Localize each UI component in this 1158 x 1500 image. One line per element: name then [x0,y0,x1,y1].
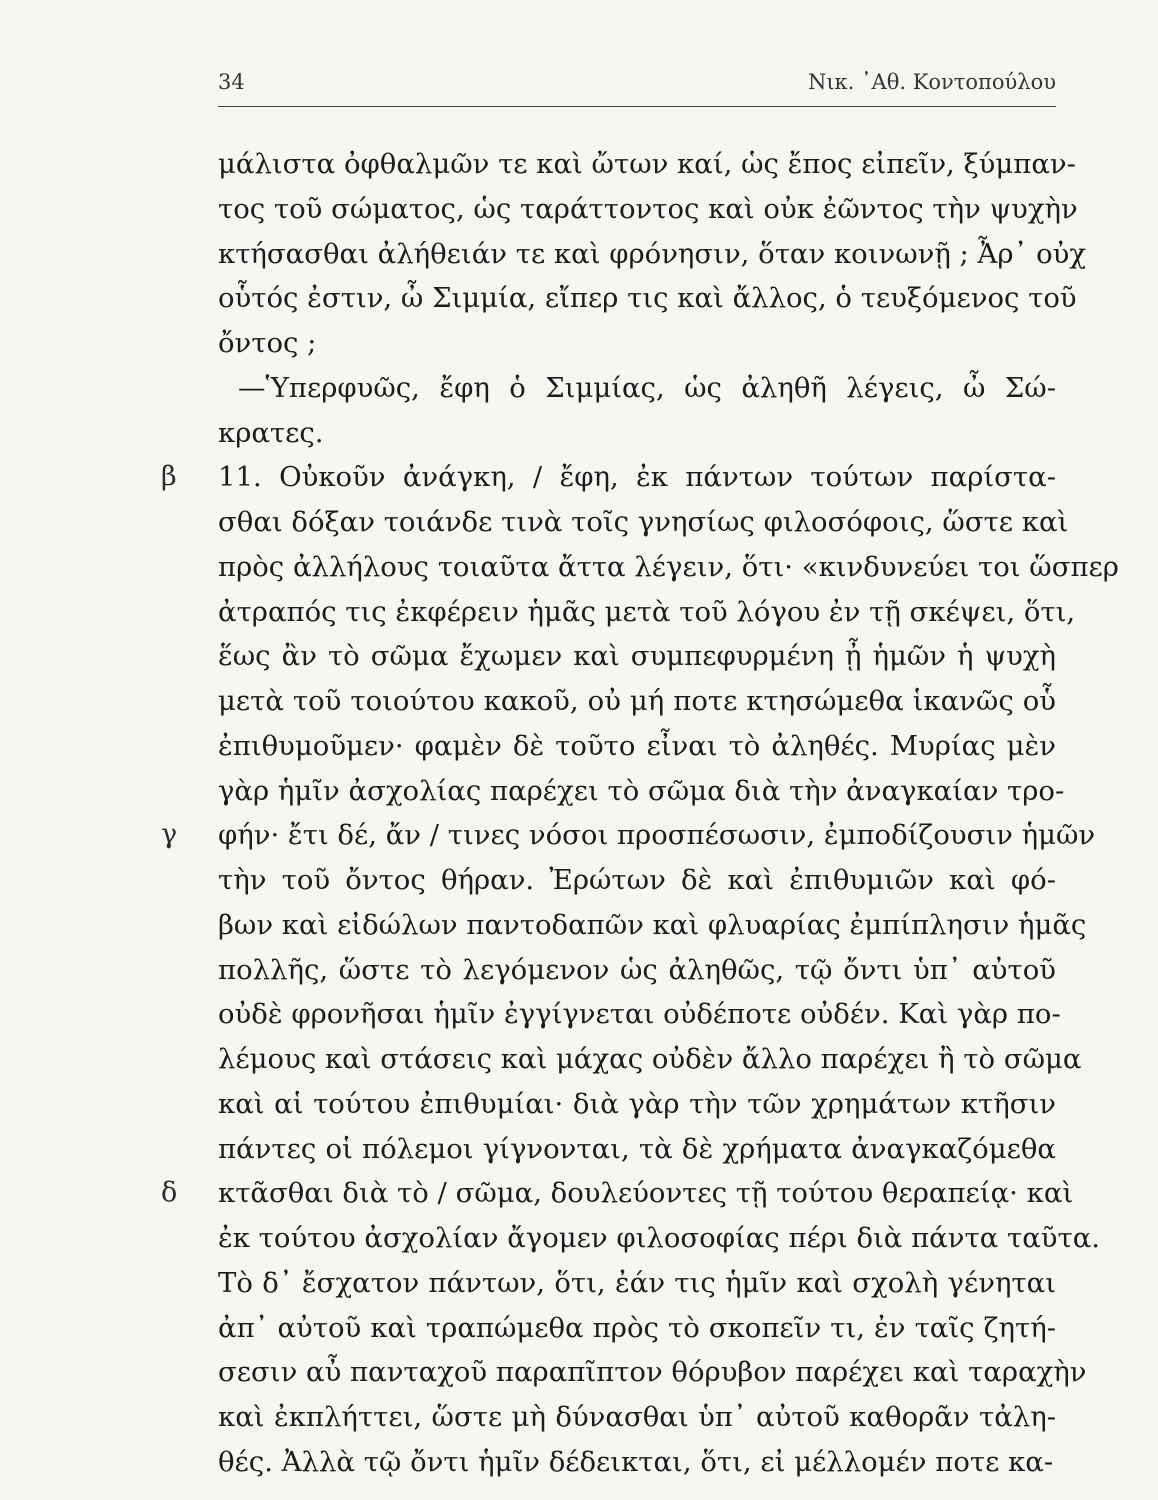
line-text: πολλῆς, ὥστε τὸ λεγόμενον ὡς ἀληθῶς, τῷ ὄντι ὑπ᾿ αὐτοῦ [218,953,1056,986]
stephanus-margin-letter: β [161,461,177,493]
text-line [218,769,1065,814]
stephanus-margin-letter: γ [161,819,178,851]
line-text: ἀπ᾿ αὐτοῦ καὶ τραπώμεθα πρὸς τὸ σκοπεῖν τι, ἐν ταῖς ζητή- [218,1311,1056,1344]
text-line [161,1171,1074,1216]
body-text [161,142,1119,1485]
line-text: σθαι δόξαν τοιάνδε τινὰ τοῖς γνησίως φιλοσόφοις, ὥστε καὶ [218,506,1069,538]
line-text: πάντες οἱ πόλεμοι γίγνονται, τὰ δὲ χρήματα ἀναγκαζόμεθα [218,1132,1056,1165]
text-line [218,858,1056,903]
line-text: ὄντος ; [218,327,317,359]
text-line [218,187,1078,232]
line-text: μάλιστα ὀφθαλμῶν τε καὶ ὤτων καί, ὡς ἔπος εἰπεῖν, ξύμπαν- [218,148,1076,180]
line-text: θές. Ἀλλὰ τῷ ὄντι ἡμῖν δέδεικται, ὅτι, εἰ μέλλομέν ποτε κα- [218,1445,1054,1478]
line-text: —Ὑπερφυῶς, ἔφη ὁ Σιμμίας, ὡς ἀληθῆ λέγεις, ὦ Σώ- [238,371,1056,404]
text-line [218,545,1119,590]
text-line [218,1082,1056,1127]
text-line [218,1350,1087,1395]
page-number: 34 [218,70,245,94]
text-line [218,276,1077,321]
text-line [218,1395,1056,1440]
text-line [218,948,1056,993]
line-text: οὐδὲ φρονῆσαι ἡμῖν ἐγγίγνεται οὐδέποτε οὐδέν. Καὶ γὰρ πο- [218,998,1061,1031]
text-line [218,411,1056,456]
line-text: κτήσασθαι ἀλήθειάν τε καὶ φρόνησιν, ὅταν κοινωνῇ ; Ἆρ᾿ οὐχ [218,237,1087,270]
text-line [218,142,1076,187]
line-text: ἐκ τούτου ἀσχολίαν ἄγομεν φιλοσοφίας πέρι διὰ πάντα ταῦτα. [218,1222,1101,1254]
line-text: τὴν τοῦ ὄντος θήραν. Ἐρώτων δὲ καὶ ἐπιθυμιῶν καὶ φό- [218,864,1056,896]
line-text: ἕως ἂν τὸ σῶμα ἔχωμεν καὶ συμπεφυρμένη ᾖ ἡμῶν ἡ ψυχὴ [218,640,1056,673]
line-text: κρατες. [218,416,324,449]
text-line [218,232,1087,277]
text-line [218,679,1056,724]
text-line [161,813,1096,858]
line-text: Τὸ δ᾿ ἔσχατον πάντων, ὅτι, ἐάν τις ἡμῖν καὶ σχολὴ γένηται [218,1266,1056,1299]
line-text: γὰρ ἡμῖν ἀσχολίας παρέχει τὸ σῶμα διὰ τὴν ἀναγκαίαν τρο- [218,774,1065,807]
text-line [218,366,1056,411]
line-text: 11. Οὐκοῦν ἀνάγκη, / ἔφη, ἐκ πάντων τούτων παρίστα- [218,461,1056,494]
line-text: καὶ ἐκπλήττει, ὥστε μὴ δύνασθαι ὑπ᾿ αὐτοῦ καθορᾶν τἀλη- [218,1401,1056,1433]
header-rule [218,106,1056,107]
text-line [218,903,1087,948]
line-text: οὗτός ἐστιν, ὦ Σιμμία, εἴπερ τις καὶ ἄλλος, ὁ τευξόμενος τοῦ [218,282,1077,315]
text-line [218,1261,1056,1306]
text-line [218,1306,1056,1351]
text-line [218,992,1061,1037]
line-text: πρὸς ἀλλήλους τοιαῦτα ἄττα λέγειν, ὅτι· «κινδυνεύει τοι ὥσπερ [218,550,1119,583]
running-head: Νικ. ᾿Αθ. Κοντοπούλου [807,70,1056,94]
text-line [218,724,1056,769]
line-text: καὶ αἱ τούτου ἐπιθυμίαι· διὰ γὰρ τὴν τῶν χρημάτων κτῆσιν [218,1087,1056,1120]
text-line [218,590,1076,635]
line-text: βων καὶ εἰδώλων παντοδαπῶν καὶ φλυαρίας ἐμπίπλησιν ἡμᾶς [218,908,1087,941]
text-line [218,1127,1056,1172]
text-line [218,321,1056,366]
text-line [218,1216,1101,1261]
text-line [218,500,1069,545]
text-line [218,1440,1056,1485]
stephanus-margin-letter: δ [161,1177,178,1209]
line-text: φήν· ἔτι δέ, ἄν / τινες νόσοι προσπέσωσιν, ἐμποδίζουσιν ἡμῶν [218,819,1096,852]
text-line [218,634,1056,679]
text-line [218,1037,1082,1082]
line-text: σεσιν αὖ πανταχοῦ παραπῖπτον θόρυβον παρέχει καὶ ταραχὴν [218,1356,1087,1389]
text-line [161,455,1056,500]
line-text: ἀτραπός τις ἐκφέρειν ἡμᾶς μετὰ τοῦ λόγου ἐν τῇ σκέψει, ὅτι, [218,595,1076,628]
line-text: λέμους καὶ στάσεις καὶ μάχας οὐδὲν ἄλλο παρέχει ἢ τὸ σῶμα [218,1043,1082,1075]
line-text: ἐπιθυμοῦμεν· φαμὲν δὲ τοῦτο εἶναι τὸ ἀληθές. Μυρίας μὲν [218,729,1056,762]
line-text: μετὰ τοῦ τοιούτου κακοῦ, οὐ μή ποτε κτησώμεθα ἱκανῶς οὗ [218,685,1056,717]
line-text: τος τοῦ σώματος, ὡς ταράττοντος καὶ οὐκ ἐῶντος τὴν ψυχὴν [218,192,1078,225]
line-text: κτᾶσθαι διὰ τὸ / σῶμα, δουλεύοντες τῇ τούτου θεραπείᾳ· καὶ [218,1177,1074,1210]
